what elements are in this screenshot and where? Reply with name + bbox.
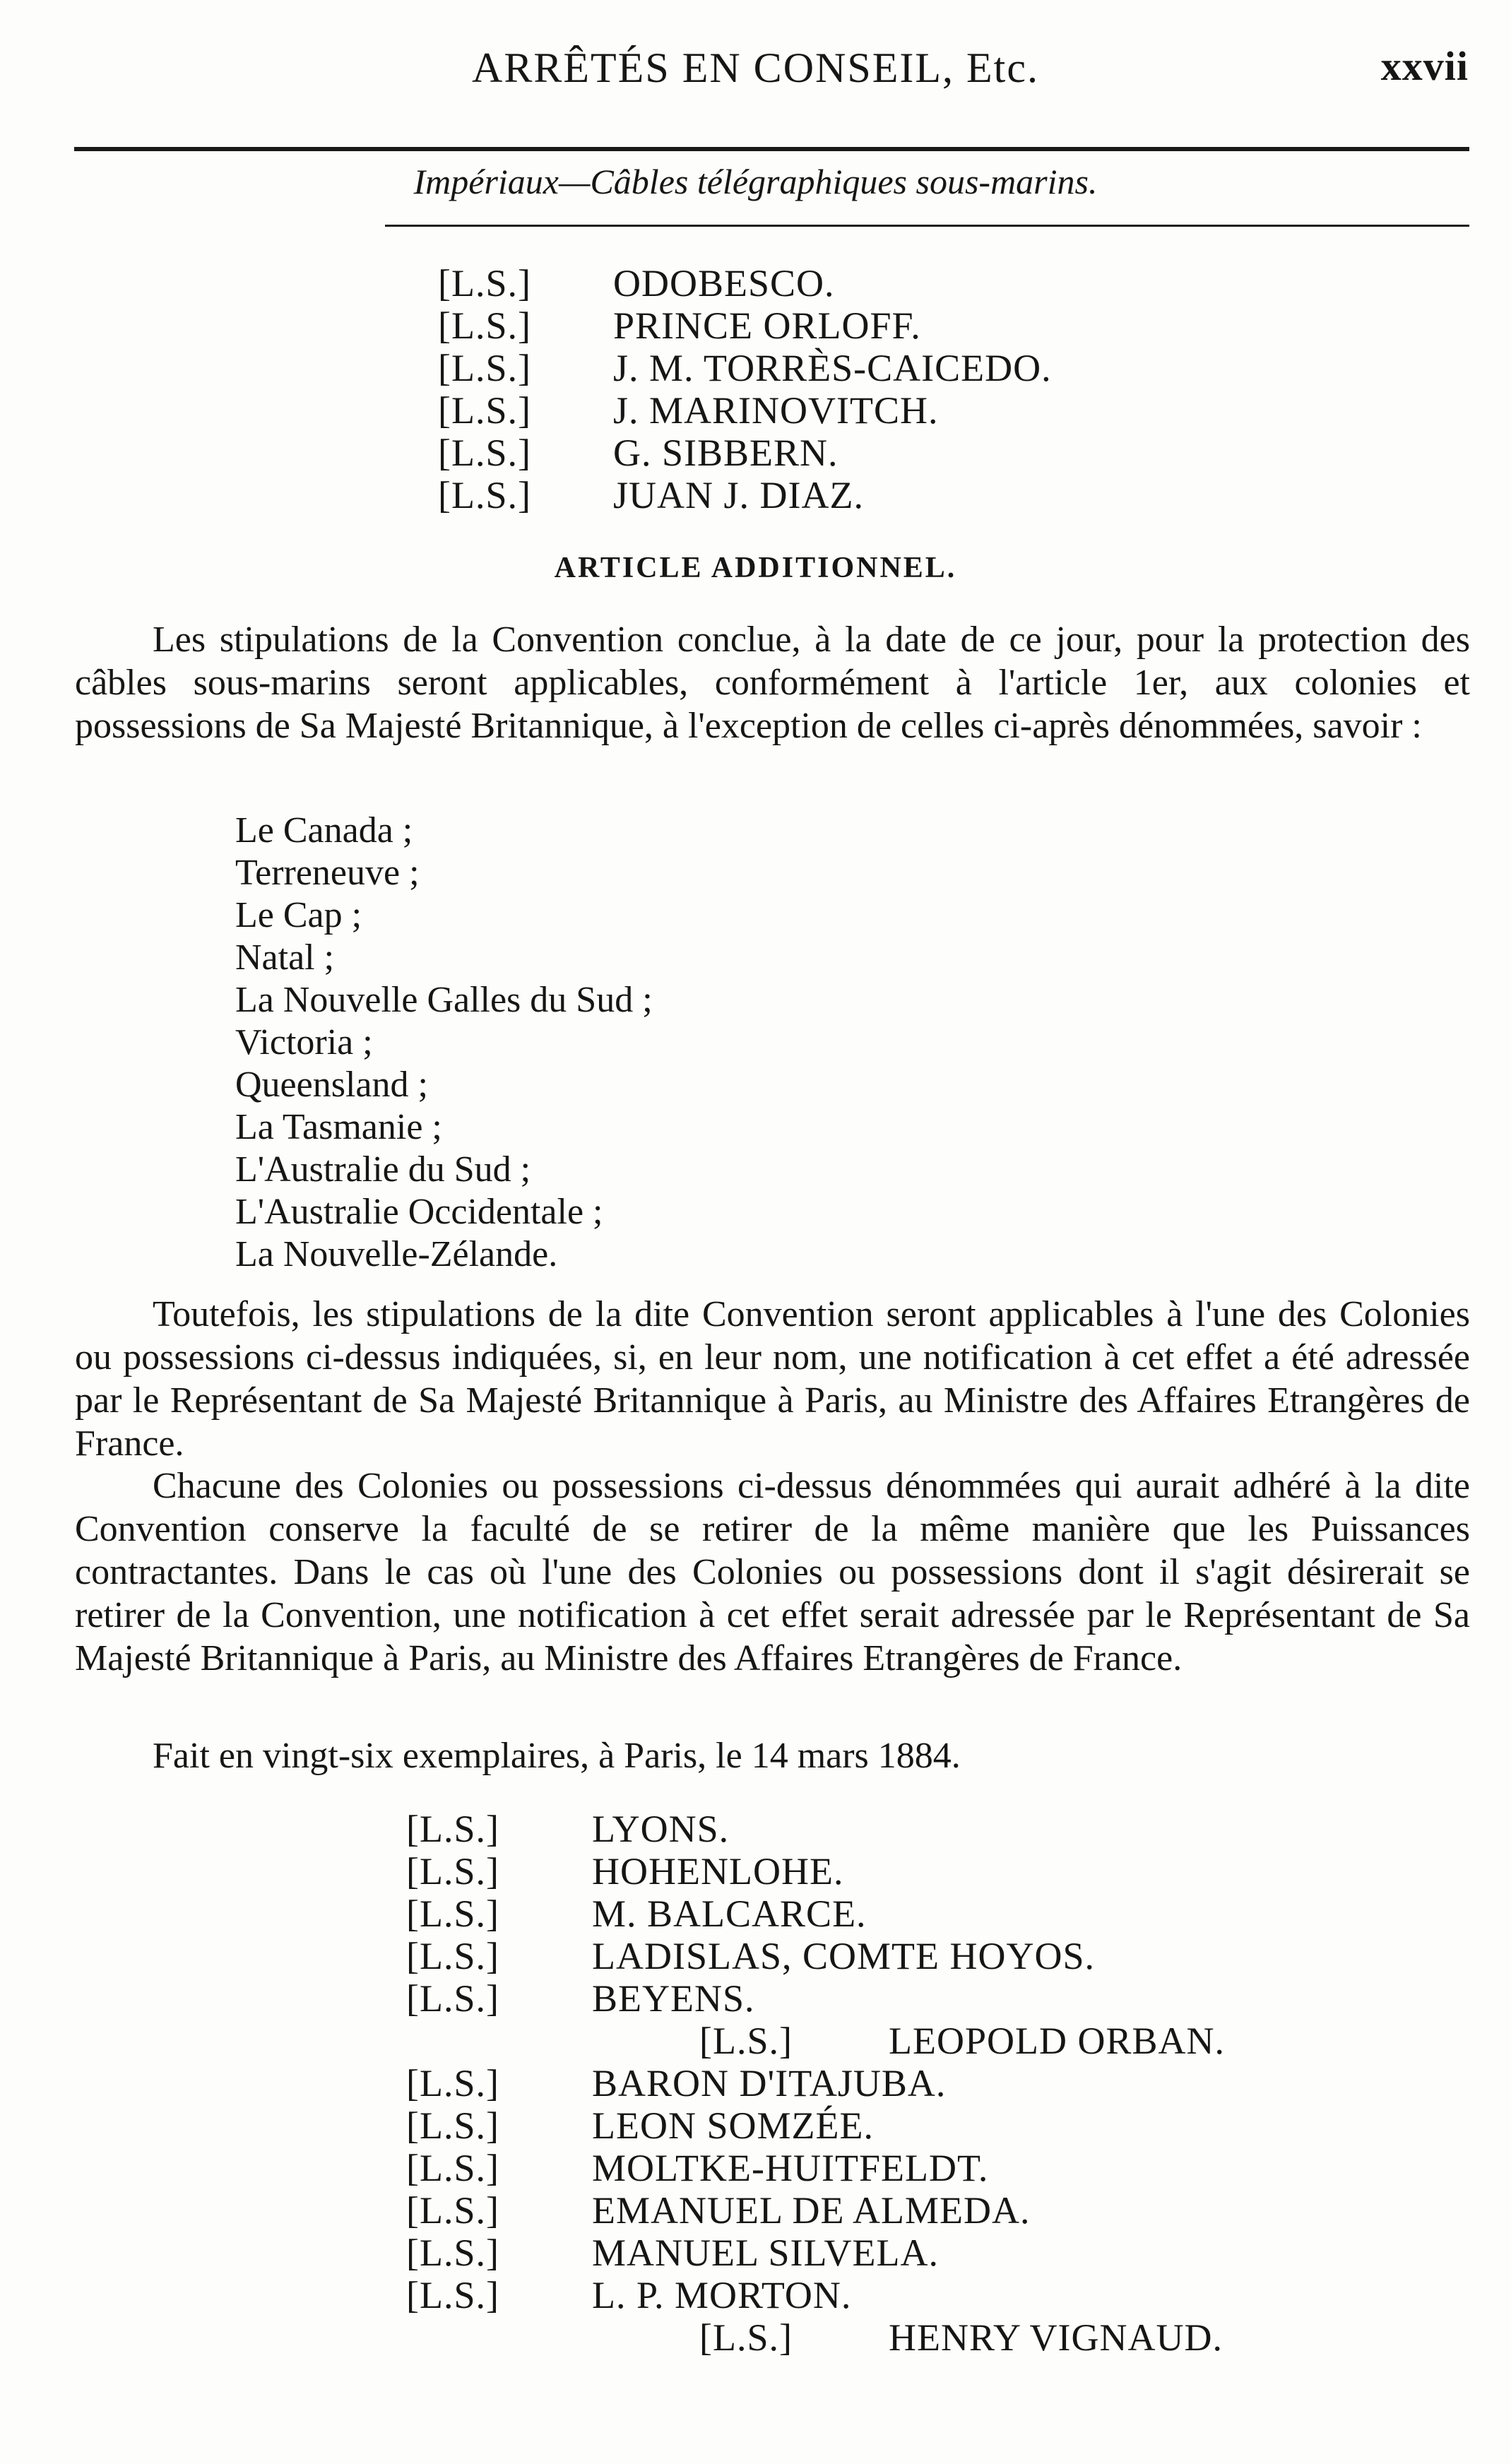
seal-mark: [L.S.]: [699, 2020, 793, 2062]
seal-mark: [L.S.]: [699, 2316, 793, 2359]
article-heading: ARTICLE ADDITIONNEL.: [554, 552, 957, 584]
seal-mark: [L.S.]: [438, 347, 531, 389]
seal-mark: [L.S.]: [406, 2062, 499, 2104]
list-item: La Tasmanie ;: [235, 1107, 442, 1147]
list-item: L'Australie Occidentale ;: [235, 1192, 603, 1232]
signatory-name: G. SIBBERN.: [613, 432, 839, 474]
colonies-list: [235, 810, 653, 1276]
header-rule: [74, 147, 1469, 151]
signatory-name: LEON SOMZÉE.: [592, 2104, 874, 2147]
paragraph-text: Les stipulations de la Convention conclue, à la date de ce jour, pour la protection des câbles sous-marins seront applicables, conformément à l'article 1er, aux colonies et possessions de Sa Majesté Britannique, à l'exception de celles ci-après dénommées, savoir :: [75, 620, 1470, 746]
seal-mark: [L.S.]: [406, 2274, 499, 2316]
list-item: La Nouvelle-Zélande.: [235, 1234, 558, 1274]
signatory-name: M. BALCARCE.: [592, 1893, 867, 1935]
signatory-name: J. MARINOVITCH.: [613, 389, 939, 432]
page-number: xxvii: [1380, 43, 1469, 89]
signatory-name: LEOPOLD ORBAN.: [889, 2020, 1226, 2062]
signatory-name: L. P. MORTON.: [592, 2274, 852, 2316]
signatory-name: EMANUEL DE ALMEDA.: [592, 2189, 1031, 2232]
paragraph-toutefois: [75, 1293, 1470, 1465]
signatory-name: LADISLAS, COMTE HOYOS.: [592, 1935, 1096, 1977]
paragraph-text: Toutefois, les stipulations de la dite Convention seront applicables à l'une des Colonies ou possessions ci-dessus indiquées, si, en leur nom, une notification à cet effet a été adressée par le Représentant de Sa Majesté Britannique à Paris, au Ministre des Affaires Etrangères de France.: [75, 1294, 1470, 1464]
seal-mark: [L.S.]: [438, 432, 531, 474]
seal-mark: [L.S.]: [406, 2147, 499, 2189]
seal-mark: [L.S.]: [406, 1977, 499, 2020]
list-item: L'Australie du Sud ;: [235, 1149, 531, 1190]
signatory-name: MOLTKE-HUITFELDT.: [592, 2147, 989, 2189]
paragraph-text: Chacune des Colonies ou possessions ci-dessus dénommées qui aurait adhéré à la dite Convention conserve la faculté de se retirer de la même manière que les Puissances contractantes. Dans le cas où l'une des Colonies ou possessions dont il s'agit désirerait se retirer de la Convention, une notification à cet effet serait adressée par le Représentant de Sa Majesté Britannique à Paris, au Ministre des Affaires Etrangères de France.: [75, 1466, 1470, 1678]
seal-mark: [L.S.]: [406, 1935, 499, 1977]
seal-mark: [L.S.]: [438, 474, 531, 516]
seal-mark: [L.S.]: [406, 1893, 499, 1935]
signatory-name: BARON D'ITAJUBA.: [592, 2062, 947, 2104]
seal-mark: [L.S.]: [406, 2104, 499, 2147]
seal-mark: [L.S.]: [406, 2189, 499, 2232]
list-item: Victoria ;: [235, 1022, 373, 1062]
seal-mark: [L.S.]: [438, 262, 531, 304]
running-title: ARRÊTÉS EN CONSEIL, Etc.: [472, 45, 1039, 91]
dated-line: Fait en vingt-six exemplaires, à Paris, le 14 mars 1884.: [153, 1736, 961, 1776]
list-item: Natal ;: [235, 937, 335, 978]
signatory-name: LYONS.: [592, 1808, 730, 1850]
signatory-name: BEYENS.: [592, 1977, 755, 2020]
list-item: Le Cap ;: [235, 895, 362, 935]
seal-mark: [L.S.]: [438, 389, 531, 432]
signatory-name: HOHENLOHE.: [592, 1850, 844, 1893]
signatory-name: JUAN J. DIAZ.: [613, 474, 864, 516]
seal-mark: [L.S.]: [406, 1850, 499, 1893]
seal-mark: [L.S.]: [406, 1808, 499, 1850]
list-item: Terreneuve ;: [235, 853, 420, 893]
signatory-name: J. M. TORRÈS-CAICEDO.: [613, 347, 1052, 389]
signatory-name: PRINCE ORLOFF.: [613, 304, 921, 347]
paragraph-chacune: [75, 1464, 1470, 1680]
list-item: Queensland ;: [235, 1065, 428, 1105]
signatory-name: MANUEL SILVELA.: [592, 2232, 939, 2274]
subtitle-rule: [385, 225, 1469, 227]
paragraph-stipulations: [75, 618, 1470, 747]
seal-mark: [L.S.]: [438, 304, 531, 347]
seal-mark: [L.S.]: [406, 2232, 499, 2274]
signatory-name: HENRY VIGNAUD.: [889, 2316, 1223, 2359]
list-item: La Nouvelle Galles du Sud ;: [235, 980, 653, 1020]
running-subtitle: Impériaux—Câbles télégraphiques sous-marins.: [413, 162, 1098, 201]
signatory-name: ODOBESCO.: [613, 262, 835, 304]
list-item: Le Canada ;: [235, 810, 413, 851]
